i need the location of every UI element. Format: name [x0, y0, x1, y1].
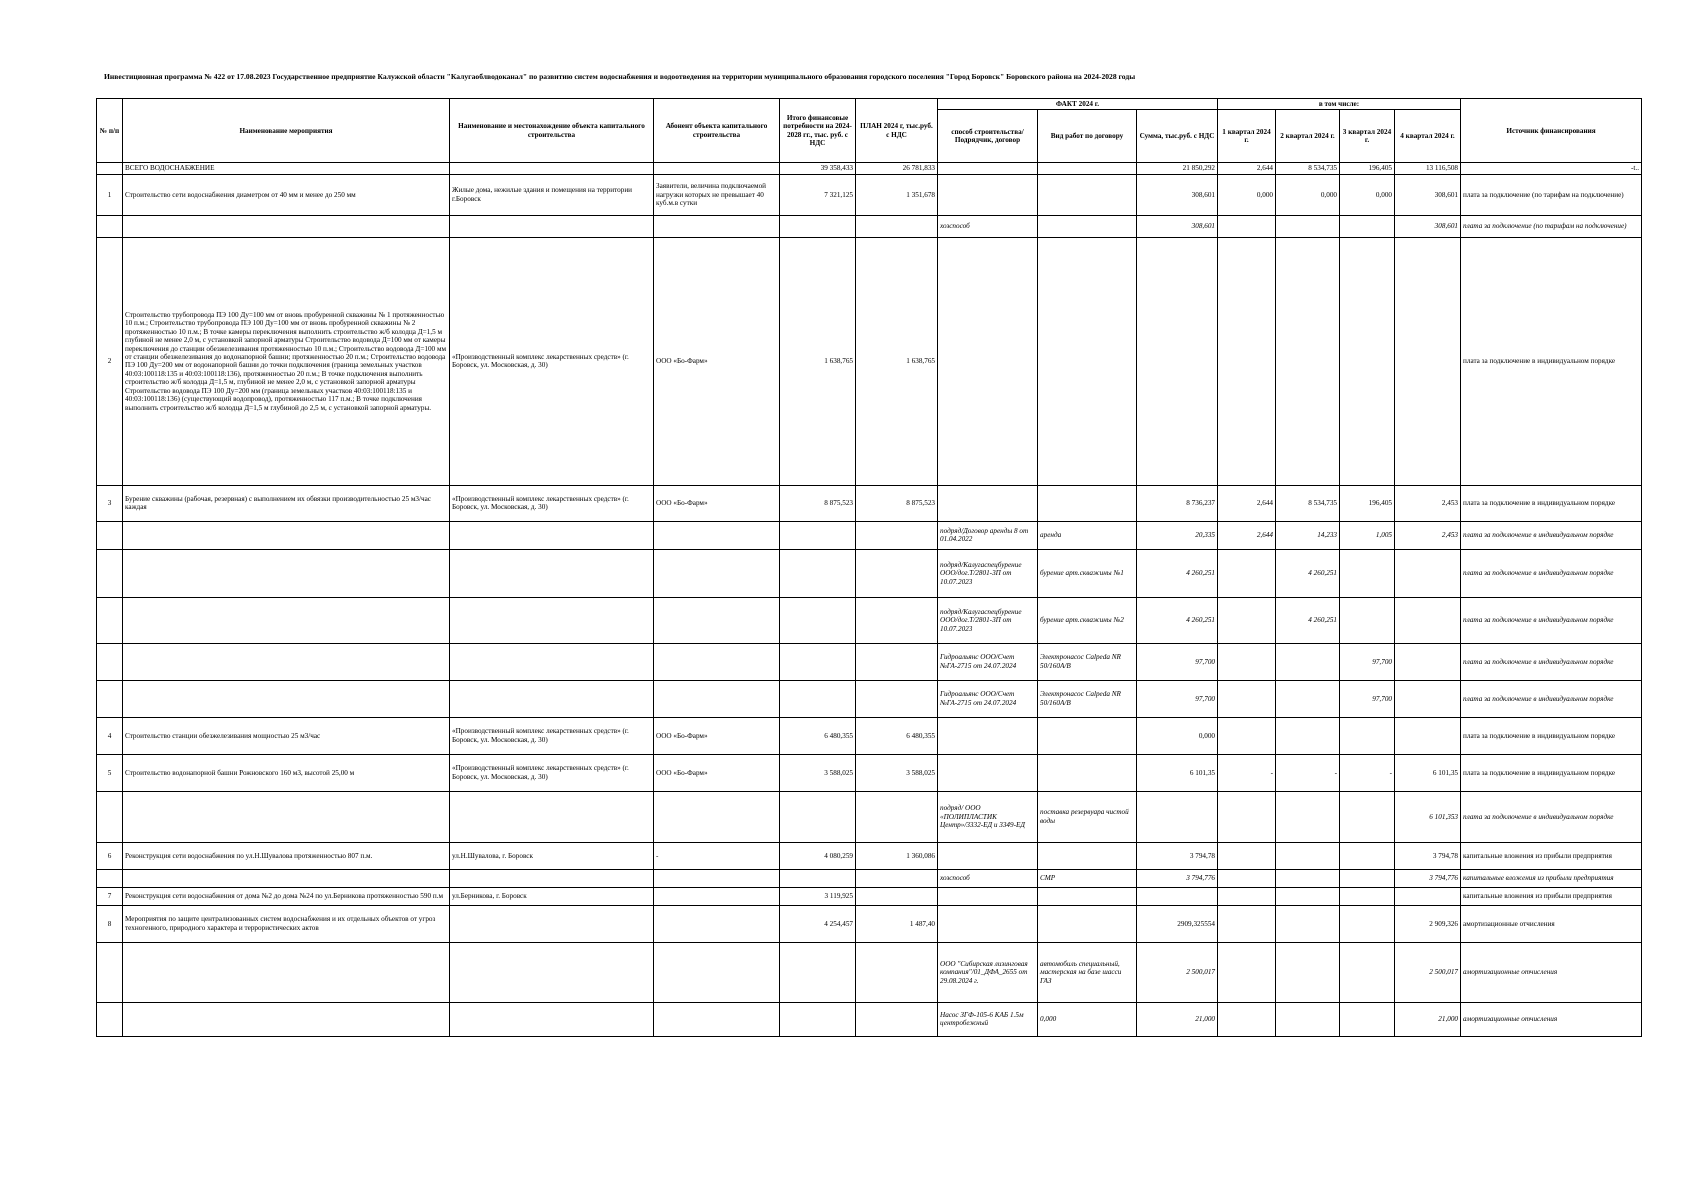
cell-plan: 6 480,355	[856, 717, 938, 754]
cell-name: Строительство трубопровода ПЭ 100 Ду=100 мм от вновь пробуренной скважины № 1 протяженностью 10 п.м.; Строительство трубопровода ПЭ 100 Ду=100 мм от вновь пробуренной скважины № 2 протяженностью 10 п.м.; В точке камеры переключения выполнить строительство ж/б колодца Д=1,5 м глубиной не менее 2,0 м, с установкой запорной арматуры Строительство водовода Д=100 мм от камеры переключения до станции обезжелезивания протяженностью 10 п.м.; Строительство водовода Д=100 мм от станции обезжелезивания до водонапорной башни; протяженностью 20 п.м.; Строительство водовода ПЭ 100 Ду=200 мм от водонапорной башни до точки подключения (граница земельных участков 40:03:100118:135 и 40:03:100118:136), протяженностью 20 п.м.; В точке подключения выполнить строительство ж/б колодца Д=1,5 м, глубиной не менее 2,0 м, с установкой запорной арматуры Строительство водовода ПЭ 100 Ду=200 мм (граница земельных участков 40:03:100118:135 и 40:03:100118:136) (существующий водопровод), протяженностью 117 п.м.; В точке подключения выполнить строительство ж/б колодца Д=1,5 м глубиной до 2,5 м, с установкой запорной арматуры.	[123, 237, 450, 485]
cell-source: амортизационные отчисления	[1461, 905, 1642, 942]
cell-q3: 1,005	[1340, 521, 1395, 549]
cell-sum: 20,335	[1137, 521, 1218, 549]
cell-name	[123, 680, 450, 717]
cell-sum: 8 736,237	[1137, 485, 1218, 521]
table-row	[97, 754, 1642, 791]
cell-q2	[1276, 942, 1340, 1002]
cell-source: плата за подключение в индивидуальном порядке	[1461, 643, 1642, 680]
cell-q3: 97,700	[1340, 680, 1395, 717]
cell-name: Строительство водонапорной башни Рожновского 160 м3, высотой 25,00 м	[123, 754, 450, 791]
cell-total: 1 638,765	[780, 237, 856, 485]
cell-q2	[1276, 215, 1340, 237]
cell-name: Мероприятия по защите централизованных систем водоснабжения и их отдельных объектов от угроз техногенного, природного характера и террористических актов	[123, 905, 450, 942]
cell-q3	[1340, 215, 1395, 237]
cell-q1	[1218, 717, 1276, 754]
cell-plan: 8 875,523	[856, 485, 938, 521]
cell-method	[938, 887, 1038, 905]
cell-q1	[1218, 842, 1276, 869]
cell-total: 6 480,355	[780, 717, 856, 754]
cell-sum: 3 794,78	[1137, 842, 1218, 869]
cell-work: СМР	[1038, 869, 1137, 887]
cell-name	[123, 791, 450, 842]
cell-q1	[1218, 549, 1276, 597]
cell-num: 8	[97, 905, 123, 942]
cell-num	[97, 521, 123, 549]
cell-q2	[1276, 1002, 1340, 1036]
cell-work: автомобиль специальный, мастерская на базе шасси ГАЗ	[1038, 942, 1137, 1002]
cell-work: Электронасос Calpeda NR 50/160A/B	[1038, 680, 1137, 717]
cell-work	[1038, 237, 1137, 485]
cell-source: плата за подключение в индивидуальном порядке	[1461, 521, 1642, 549]
cell-total	[780, 521, 856, 549]
cell-sum: 97,700	[1137, 680, 1218, 717]
cell-name: Бурение скважины (рабочая, резервная) с выполнением их обвязки производительностью 25 м3/час каждая	[123, 485, 450, 521]
cell-plan	[856, 791, 938, 842]
cell-name	[123, 549, 450, 597]
cell-q3: -	[1340, 754, 1395, 791]
cell-object	[450, 869, 654, 887]
header-subscriber: Абонент объекта капитального строительства	[654, 99, 780, 163]
cell-subscriber	[654, 643, 780, 680]
table-subrow	[97, 643, 1642, 680]
cell-name	[123, 597, 450, 643]
cell-subscriber	[654, 521, 780, 549]
cell-q1	[1218, 643, 1276, 680]
table-subrow	[97, 1002, 1642, 1036]
table-row	[97, 717, 1642, 754]
cell-method: подряд/Калугаспецбурение ООО/дог.Т/2801-3П от 10.07.2023	[938, 549, 1038, 597]
header-name: Наименование мероприятия	[123, 99, 450, 163]
cell-q4: 3 794,776	[1395, 869, 1461, 887]
table-subrow	[97, 597, 1642, 643]
cell-object	[450, 597, 654, 643]
cell-num: 1	[97, 174, 123, 215]
cell-q1	[1218, 942, 1276, 1002]
cell-q1	[1218, 215, 1276, 237]
cell-total	[780, 791, 856, 842]
cell-object	[450, 521, 654, 549]
cell-object	[450, 791, 654, 842]
header-num: № п/п	[97, 99, 123, 163]
cell-q1: 0,000	[1218, 174, 1276, 215]
table-row	[97, 905, 1642, 942]
header-fact: ФАКТ 2024 г.	[938, 99, 1218, 110]
cell-num	[97, 597, 123, 643]
cell-subscriber	[654, 1002, 780, 1036]
cell-work: бурение арт.скважины №1	[1038, 549, 1137, 597]
cell-plan	[856, 643, 938, 680]
table-row	[97, 237, 1642, 485]
cell-total: 7 321,125	[780, 174, 856, 215]
cell-q3: 196,405	[1340, 485, 1395, 521]
cell-q1	[1218, 887, 1276, 905]
total-label: ВСЕГО ВОДОСНАБЖЕНИЕ	[123, 163, 450, 174]
cell-method	[938, 174, 1038, 215]
cell-sum: 97,700	[1137, 643, 1218, 680]
cell-num: 2	[97, 237, 123, 485]
cell-object	[450, 680, 654, 717]
cell-name: Реконструкция сети водоснабжения по ул.Н.Шувалова протяженностью 807 п.м.	[123, 842, 450, 869]
cell-subscriber	[654, 597, 780, 643]
cell-object	[450, 643, 654, 680]
total-sum: 21 850,292	[1137, 163, 1218, 174]
cell-q4: 2,453	[1395, 485, 1461, 521]
header-work: Вид работ по договору	[1038, 110, 1137, 163]
cell-source: амортизационные отчисления	[1461, 1002, 1642, 1036]
cell-q4: 2,453	[1395, 521, 1461, 549]
cell-work	[1038, 717, 1137, 754]
cell-plan: 1 360,086	[856, 842, 938, 869]
cell-q3	[1340, 237, 1395, 485]
cell-q3: 0,000	[1340, 174, 1395, 215]
investment-table	[96, 98, 1642, 1037]
cell-total	[780, 643, 856, 680]
cell-total	[780, 869, 856, 887]
cell-total: 4 254,457	[780, 905, 856, 942]
table-subrow	[97, 549, 1642, 597]
cell-sum: 6 101,35	[1137, 754, 1218, 791]
cell-plan: 1 351,678	[856, 174, 938, 215]
cell-subscriber	[654, 887, 780, 905]
cell-sum: 0,000	[1137, 717, 1218, 754]
cell-subscriber: Заявители, величина подключаемой нагрузки которых не превышает 40 куб.м.в сутки	[654, 174, 780, 215]
cell-total	[780, 549, 856, 597]
cell-method: хозспособ	[938, 215, 1038, 237]
header-total: Итого финансовые потребности на 2024-2028 гг., тыс. руб. с НДС	[780, 99, 856, 163]
table-subrow	[97, 215, 1642, 237]
table-subrow	[97, 791, 1642, 842]
cell-q2	[1276, 842, 1340, 869]
cell-source: плата за подключение в индивидуальном порядке	[1461, 754, 1642, 791]
header-q2: 2 квартал 2024 г.	[1276, 110, 1340, 163]
cell-sum: 3 794,776	[1137, 869, 1218, 887]
cell-plan: 3 588,025	[856, 754, 938, 791]
header-including: в том числе:	[1218, 99, 1461, 110]
cell-q4: 2 500,017	[1395, 942, 1461, 1002]
cell-sum	[1137, 887, 1218, 905]
cell-num	[97, 791, 123, 842]
header-q3: 3 квартал 2024 г.	[1340, 110, 1395, 163]
cell-source: плата за подключение в индивидуальном порядке	[1461, 791, 1642, 842]
cell-q2	[1276, 680, 1340, 717]
cell-subscriber	[654, 791, 780, 842]
cell-total	[780, 1002, 856, 1036]
cell-plan	[856, 887, 938, 905]
cell-q1	[1218, 680, 1276, 717]
cell-sum	[1137, 237, 1218, 485]
cell-q2	[1276, 791, 1340, 842]
cell-method: подряд/Договор аренды 8 от 01.04.2022	[938, 521, 1038, 549]
cell-q3	[1340, 905, 1395, 942]
cell-method: подряд/ ООО «ПОЛИПЛАСТИК Центр»/3332-ЕД и 3349-ЕД	[938, 791, 1038, 842]
cell-work	[1038, 887, 1137, 905]
cell-subscriber	[654, 549, 780, 597]
cell-q2	[1276, 869, 1340, 887]
cell-plan	[856, 521, 938, 549]
cell-q2	[1276, 643, 1340, 680]
cell-subscriber: -	[654, 842, 780, 869]
cell-total: 4 080,259	[780, 842, 856, 869]
cell-q1	[1218, 905, 1276, 942]
cell-num: 3	[97, 485, 123, 521]
cell-q1	[1218, 869, 1276, 887]
total-q4: 13 116,508	[1395, 163, 1461, 174]
cell-work	[1038, 905, 1137, 942]
cell-subscriber	[654, 680, 780, 717]
cell-sum: 4 260,251	[1137, 549, 1218, 597]
table-subrow	[97, 680, 1642, 717]
cell-plan	[856, 215, 938, 237]
cell-name	[123, 942, 450, 1002]
cell-q3	[1340, 887, 1395, 905]
cell-name: Реконструкция сети водоснабжения от дома №2 до дома №24 по ул.Берникова протяженностью 590 п.м	[123, 887, 450, 905]
cell-work	[1038, 842, 1137, 869]
cell-sum: 4 260,251	[1137, 597, 1218, 643]
cell-num	[97, 643, 123, 680]
cell-name: Строительство станции обезжелезивания мощностью 25 м3/час	[123, 717, 450, 754]
cell-q4: 21,000	[1395, 1002, 1461, 1036]
cell-method: Насос ЗГФ-105-6 КАБ 1.5м центробежный	[938, 1002, 1038, 1036]
table-subrow	[97, 869, 1642, 887]
cell-subscriber: ООО «Бо-Фарм»	[654, 754, 780, 791]
cell-plan	[856, 597, 938, 643]
cell-object: ул.Берникова, г. Боровск	[450, 887, 654, 905]
cell-q3	[1340, 842, 1395, 869]
cell-q4: 308,601	[1395, 174, 1461, 215]
cell-name	[123, 521, 450, 549]
cell-method: Гидроальянс ООО/Счет №ГА-2715 от 24.07.2024	[938, 643, 1038, 680]
cell-num	[97, 215, 123, 237]
cell-name: Строительство сети водоснабжения диаметром от 40 мм и менее до 250 мм	[123, 174, 450, 215]
cell-name	[123, 643, 450, 680]
cell-q4: 308,601	[1395, 215, 1461, 237]
cell-q2: 14,233	[1276, 521, 1340, 549]
cell-work: Электронасос Calpeda NR 50/160A/B	[1038, 643, 1137, 680]
cell-num: 6	[97, 842, 123, 869]
cell-plan	[856, 1002, 938, 1036]
cell-q4: 3 794,78	[1395, 842, 1461, 869]
cell-object	[450, 549, 654, 597]
cell-q4	[1395, 717, 1461, 754]
cell-total	[780, 597, 856, 643]
cell-method: подряд/Калугаспецбурение ООО/дог.Т/2801-3П от 10.07.2023	[938, 597, 1038, 643]
cell-total: 3 588,025	[780, 754, 856, 791]
cell-sum: 2909,325554	[1137, 905, 1218, 942]
cell-work	[1038, 754, 1137, 791]
cell-q4	[1395, 597, 1461, 643]
cell-total	[780, 942, 856, 1002]
cell-object: ул.Н.Шувалова, г. Боровск	[450, 842, 654, 869]
cell-subscriber	[654, 942, 780, 1002]
cell-method: хозспособ	[938, 869, 1038, 887]
cell-q1	[1218, 597, 1276, 643]
cell-source: плата за подключение в индивидуальном порядке	[1461, 549, 1642, 597]
cell-subscriber	[654, 905, 780, 942]
cell-num: 5	[97, 754, 123, 791]
cell-num: 4	[97, 717, 123, 754]
cell-sum: 2 500,017	[1137, 942, 1218, 1002]
cell-source: плата за подключение (по тарифам на подключение)	[1461, 174, 1642, 215]
cell-sum: 21,000	[1137, 1002, 1218, 1036]
cell-source: амортизационные отчисления	[1461, 942, 1642, 1002]
cell-method: ООО "Сибирская лизинговая компания"/01_ДФА_2655 от 29.08.2024 г.	[938, 942, 1038, 1002]
cell-subscriber: ООО «Бо-Фарм»	[654, 237, 780, 485]
cell-q2	[1276, 717, 1340, 754]
total-total: 39 358,433	[780, 163, 856, 174]
cell-sum: 308,601	[1137, 174, 1218, 215]
cell-q2	[1276, 905, 1340, 942]
header-source: Источник финансирования	[1461, 99, 1642, 163]
total-plan: 26 781,833	[856, 163, 938, 174]
cell-method	[938, 905, 1038, 942]
cell-q1	[1218, 791, 1276, 842]
cell-object: «Производственный комплекс лекарственных средств» (г. Боровск, ул. Московская, д. 30)	[450, 754, 654, 791]
cell-plan	[856, 549, 938, 597]
cell-q3: 97,700	[1340, 643, 1395, 680]
cell-total	[780, 680, 856, 717]
total-q1: 2,644	[1218, 163, 1276, 174]
total-q3: 196,405	[1340, 163, 1395, 174]
cell-source: плата за подключение (по тарифам на подключение)	[1461, 215, 1642, 237]
cell-source: капитальные вложения из прибыли предприятия	[1461, 842, 1642, 869]
cell-q1	[1218, 1002, 1276, 1036]
cell-source: плата за подключение в индивидуальном порядке	[1461, 680, 1642, 717]
cell-method	[938, 717, 1038, 754]
cell-q3	[1340, 717, 1395, 754]
cell-q3	[1340, 597, 1395, 643]
cell-source: плата за подключение в индивидуальном порядке	[1461, 717, 1642, 754]
cell-total	[780, 215, 856, 237]
header-q4: 4 квартал 2024 г.	[1395, 110, 1461, 163]
cell-work: поставка резервуара чистой воды	[1038, 791, 1137, 842]
cell-method: Гидроальянс ООО/Счет №ГА-2715 от 24.07.2024	[938, 680, 1038, 717]
cell-object	[450, 942, 654, 1002]
cell-num	[97, 680, 123, 717]
document-title: Инвестиционная программа № 422 от 17.08.2023 Государственное предприятие Калужской области "Калугаоблводоканал" по развитию систем водоснабжения и водоотведения на территории муниципального образования городского поселения "Город Боровск" Боровского района на 2024-2028 годы	[104, 72, 1136, 81]
cell-object	[450, 905, 654, 942]
cell-q3	[1340, 942, 1395, 1002]
cell-work: 0,000	[1038, 1002, 1137, 1036]
cell-name	[123, 869, 450, 887]
header-object: Наименование и местонахождение объекта капитального строительства	[450, 99, 654, 163]
cell-object	[450, 1002, 654, 1036]
table-row	[97, 887, 1642, 905]
total-q2: 8 534,735	[1276, 163, 1340, 174]
cell-q1	[1218, 237, 1276, 485]
cell-q4	[1395, 643, 1461, 680]
cell-num	[97, 869, 123, 887]
cell-q1: -	[1218, 754, 1276, 791]
table-subrow	[97, 521, 1642, 549]
cell-q1: 2,644	[1218, 521, 1276, 549]
cell-work: бурение арт.скважины №2	[1038, 597, 1137, 643]
cell-q2: -	[1276, 754, 1340, 791]
total-source: -t..	[1461, 163, 1642, 174]
cell-plan	[856, 869, 938, 887]
header-sum: Сумма, тыс.руб. с НДС	[1137, 110, 1218, 163]
header-q1: 1 квартал 2024 г.	[1218, 110, 1276, 163]
cell-num	[97, 942, 123, 1002]
cell-q4: 2 909,326	[1395, 905, 1461, 942]
cell-q4	[1395, 680, 1461, 717]
cell-name	[123, 215, 450, 237]
cell-total: 3 119,925	[780, 887, 856, 905]
cell-plan: 1 638,765	[856, 237, 938, 485]
cell-object: «Производственный комплекс лекарственных средств» (г. Боровск, ул. Московская, д. 30)	[450, 485, 654, 521]
cell-source: плата за подключение в индивидуальном порядке	[1461, 597, 1642, 643]
cell-sum: 308,601	[1137, 215, 1218, 237]
cell-q4: 6 101,35	[1395, 754, 1461, 791]
cell-q1: 2,644	[1218, 485, 1276, 521]
cell-subscriber: ООО «Бо-Фарм»	[654, 485, 780, 521]
total-row	[97, 163, 1642, 174]
table-row	[97, 842, 1642, 869]
cell-q4	[1395, 549, 1461, 597]
cell-num	[97, 549, 123, 597]
cell-source: капитальные вложения из прибыли предприятия	[1461, 869, 1642, 887]
cell-q4	[1395, 237, 1461, 485]
cell-name	[123, 1002, 450, 1036]
cell-object	[450, 215, 654, 237]
cell-total: 8 875,523	[780, 485, 856, 521]
cell-subscriber	[654, 215, 780, 237]
cell-sum	[1137, 791, 1218, 842]
cell-work: аренда	[1038, 521, 1137, 549]
cell-method	[938, 842, 1038, 869]
cell-q4: 6 101,353	[1395, 791, 1461, 842]
cell-q2: 0,000	[1276, 174, 1340, 215]
header-plan: ПЛАН 2024 г, тыс.руб. с НДС	[856, 99, 938, 163]
table-row	[97, 485, 1642, 521]
cell-object: «Производственный комплекс лекарственных средств» (г. Боровск, ул. Московская, д. 30)	[450, 717, 654, 754]
header-method: способ строительства/ Подрядчик, договор	[938, 110, 1038, 163]
cell-plan	[856, 680, 938, 717]
cell-method	[938, 485, 1038, 521]
cell-num: 7	[97, 887, 123, 905]
cell-method	[938, 237, 1038, 485]
cell-plan	[856, 942, 938, 1002]
cell-method	[938, 754, 1038, 791]
cell-work	[1038, 215, 1137, 237]
cell-source: плата за подключение в индивидуальном порядке	[1461, 485, 1642, 521]
cell-q2: 4 260,251	[1276, 597, 1340, 643]
cell-q3	[1340, 791, 1395, 842]
cell-work	[1038, 485, 1137, 521]
cell-q2: 4 260,251	[1276, 549, 1340, 597]
cell-object: «Производственный комплекс лекарственных средств» (г. Боровск, ул. Московская, д. 30)	[450, 237, 654, 485]
cell-q3	[1340, 869, 1395, 887]
table-subrow	[97, 942, 1642, 1002]
cell-source: плата за подключение в индивидуальном порядке	[1461, 237, 1642, 485]
cell-q2: 8 534,735	[1276, 485, 1340, 521]
cell-plan: 1 487,40	[856, 905, 938, 942]
cell-q3	[1340, 1002, 1395, 1036]
cell-subscriber	[654, 869, 780, 887]
cell-q2	[1276, 887, 1340, 905]
cell-q2	[1276, 237, 1340, 485]
cell-source: капитальные вложения из прибыли предприятия	[1461, 887, 1642, 905]
cell-q4	[1395, 887, 1461, 905]
table-row	[97, 174, 1642, 215]
cell-object: Жилые дома, нежилые здания и помещения на территории г.Боровск	[450, 174, 654, 215]
cell-subscriber: ООО «Бо-Фарм»	[654, 717, 780, 754]
cell-work	[1038, 174, 1137, 215]
cell-q3	[1340, 549, 1395, 597]
cell-num	[97, 1002, 123, 1036]
